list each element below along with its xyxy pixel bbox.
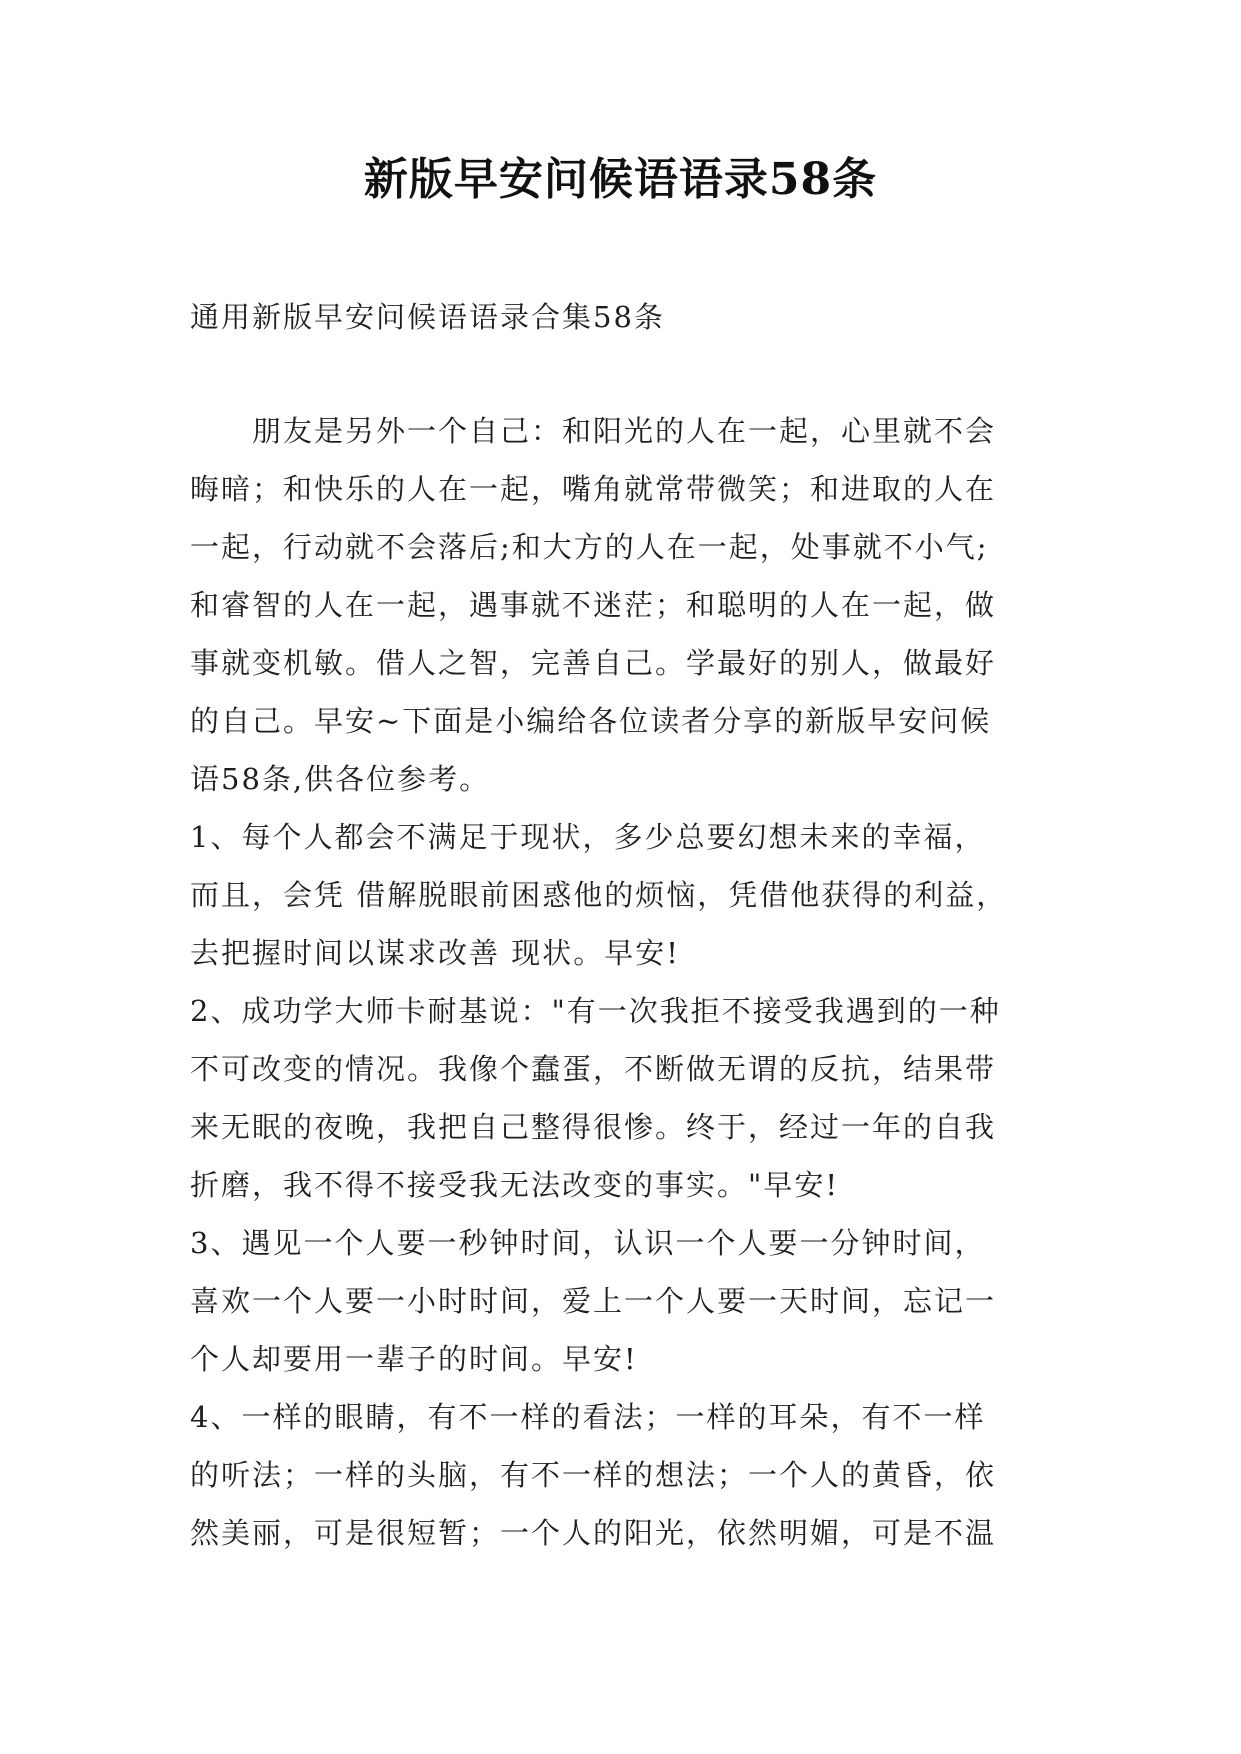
body-line: 折磨，我不得不接受我无法改变的事实。"早安! xyxy=(190,1168,839,1202)
body-line: 去把握时间以谋求改善 现状。早安! xyxy=(190,936,680,970)
body-line: 的听法；一样的头脑，有不一样的想法；一个人的黄昏，依 xyxy=(190,1458,997,1492)
body-line: 个人却要用一辈子的时间。早安! xyxy=(190,1342,638,1376)
document-subtitle: 通用新版早安问候语语录合集58条 xyxy=(190,300,665,334)
body-line: 语58条,供各位参考。 xyxy=(190,762,491,796)
body-line: 而且，会凭 借解脱眼前困惑他的烦恼，凭借他获得的利益， xyxy=(190,878,1008,912)
body-line: 4、一样的眼睛，有不一样的看法；一样的耳朵，有不一样 xyxy=(190,1400,986,1434)
body-line: 喜欢一个人要一小时时间，爱上一个人要一天时间，忘记一 xyxy=(190,1284,997,1318)
body-line: 然美丽，可是很短暂；一个人的阳光，依然明媚，可是不温 xyxy=(190,1516,997,1550)
body-line: 2、成功学大师卡耐基说："有一次我拒不接受我遇到的一种 xyxy=(190,994,1001,1028)
body-line: 不可改变的情况。我像个蠢蛋，不断做无谓的反抗，结果带 xyxy=(190,1052,997,1086)
document-body xyxy=(190,402,1070,1562)
body-line: 1、每个人都会不满足于现状，多少总要幻想未来的幸福， xyxy=(190,820,986,854)
body-line: 一起，行动就不会落后;和大方的人在一起，处事就不小气; xyxy=(190,530,989,564)
body-line: 的自己。早安~下面是小编给各位读者分享的新版早安问候 xyxy=(190,704,992,738)
body-line: 来无眠的夜晚，我把自己整得很惨。终于，经过一年的自我 xyxy=(190,1110,997,1144)
body-line: 晦暗；和快乐的人在一起，嘴角就常带微笑；和进取的人在 xyxy=(190,472,997,506)
body-line: 事就变机敏。借人之智，完善自己。学最好的别人，做最好 xyxy=(190,646,997,680)
body-line: 和睿智的人在一起，遇事就不迷茫；和聪明的人在一起，做 xyxy=(190,588,997,622)
body-line: 3、遇见一个人要一秒钟时间，认识一个人要一分钟时间， xyxy=(190,1226,986,1260)
document-title: 新版早安问候语语录58条 xyxy=(363,154,878,205)
body-line: 朋友是另外一个自己：和阳光的人在一起，心里就不会 xyxy=(252,414,997,448)
